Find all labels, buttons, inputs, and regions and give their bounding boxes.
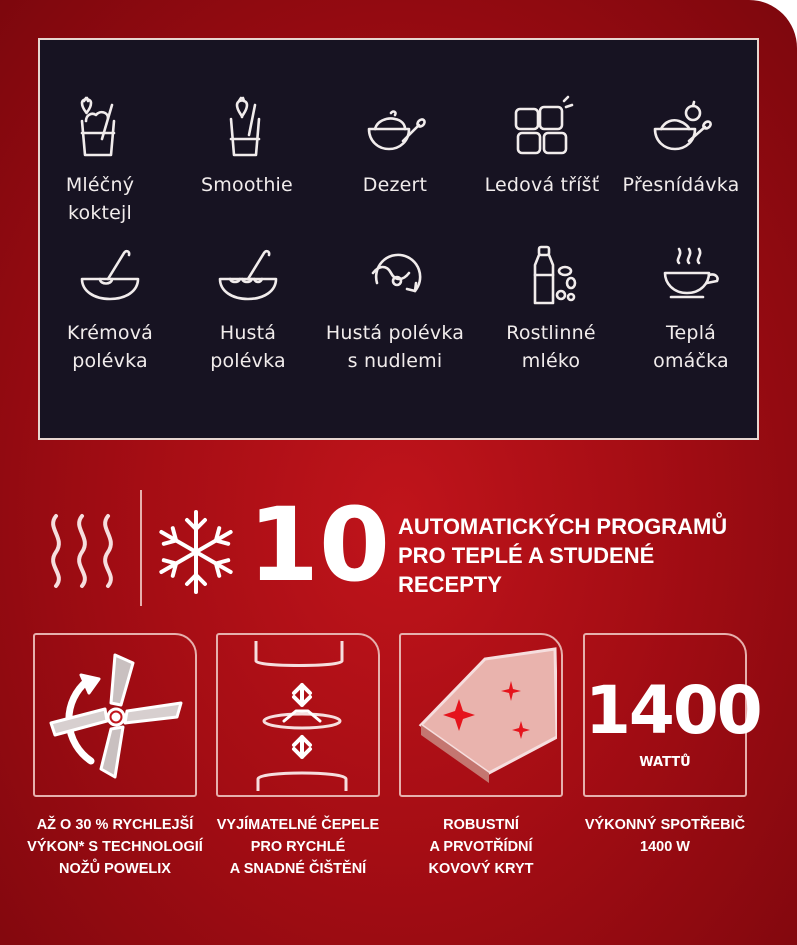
program-label: Krémová polévka	[67, 322, 153, 372]
plant-milk-icon	[519, 243, 583, 307]
soup-noodles-icon	[363, 243, 427, 307]
banner-divider	[140, 490, 142, 606]
power-value: 1400	[585, 672, 761, 749]
power-unit: WATTŮ	[639, 755, 691, 770]
programs-banner-text: AUTOMATICKÝCH PROGRAMŮ PRO TEPLÉ A STUDENÉ RECEPTY	[398, 514, 728, 597]
cream-soup-icon	[78, 243, 142, 307]
smoothie-icon	[215, 95, 279, 159]
feature-caption-removable-blades: VYJÍMATELNÉ ČEPELE PRO RYCHLÉ A SNADNÉ ČIŠTĚNÍ	[216, 817, 380, 877]
program-warm-sauce	[616, 243, 766, 375]
program-baby-food	[606, 95, 756, 199]
program-label: Přesnídávka	[622, 174, 740, 196]
program-ice-crush	[467, 95, 617, 199]
program-cream-soup	[35, 243, 185, 375]
program-chunky-soup	[173, 243, 323, 375]
program-milkshake	[25, 95, 175, 227]
program-label: Smoothie	[201, 174, 293, 196]
baby-food-icon	[649, 95, 713, 159]
feature-caption-metal-housing: ROBUSTNÍ A PRVOTŘÍDNÍ KOVOVÝ KRYT	[428, 817, 534, 877]
heat-waves-icon	[42, 510, 122, 590]
program-label: Dezert	[362, 174, 428, 196]
snowflake-icon	[150, 506, 242, 598]
feature-box-removable-blades	[216, 633, 380, 797]
milkshake-icon	[68, 95, 132, 159]
program-label: Teplá omáčka	[653, 322, 729, 372]
program-soup-noodles	[310, 243, 480, 375]
program-label: Ledová tříšť	[484, 174, 600, 196]
program-count: 10	[248, 486, 390, 605]
program-label: Hustá polévka	[210, 322, 286, 372]
feature-box-powelix	[33, 633, 197, 797]
removable-blades-icon	[224, 641, 374, 791]
ice-crush-icon	[510, 95, 574, 159]
program-label: Rostlinné mléko	[506, 322, 596, 372]
program-dessert	[320, 95, 470, 199]
feature-caption-power: VÝKONNÝ SPOTŘEBIČ 1400 W	[584, 817, 746, 855]
program-label: Mléčný koktejl	[65, 174, 135, 224]
program-plant-milk	[476, 243, 626, 375]
chunky-soup-icon	[216, 243, 280, 307]
warm-sauce-icon	[659, 243, 723, 307]
feature-box-metal-housing	[399, 633, 563, 797]
metal-housing-icon	[407, 641, 557, 791]
program-label: Hustá polévka s nudlemi	[325, 322, 465, 372]
feature-box-power	[583, 633, 761, 797]
program-smoothie	[172, 95, 322, 199]
powelix-blade-icon	[41, 641, 191, 791]
feature-caption-powelix: AŽ O 30 % RYCHLEJŠÍ VÝKON* S TECHNOLOGIÍ NOŽŮ POWELIX	[27, 817, 203, 877]
dessert-icon	[363, 95, 427, 159]
